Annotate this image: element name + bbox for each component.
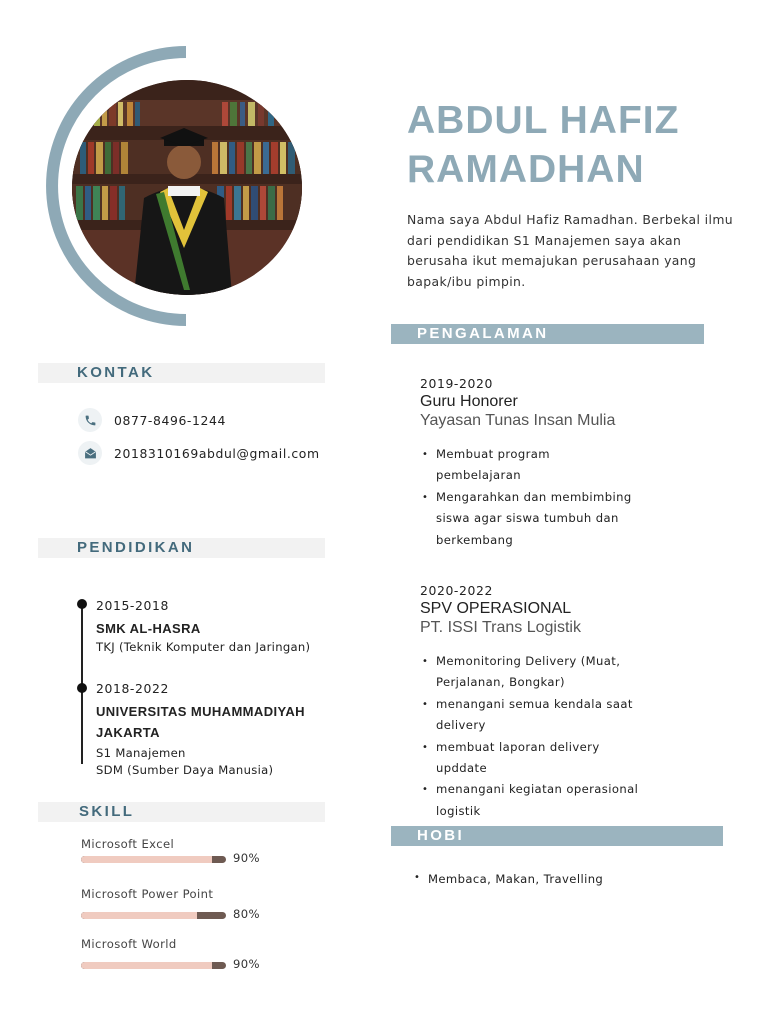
full-name [407,96,747,194]
section-header-hobby [391,826,723,846]
contact-phone [78,408,226,432]
name-line-1: ABDUL HAFIZ [407,99,680,142]
mail-icon [78,441,102,465]
job-years: 2019-2020 [420,376,493,391]
section-title: KONTAK [77,364,155,381]
school-name: SMK AL-HASRA [96,621,201,636]
job-years: 2020-2022 [420,583,493,598]
school-name-line-1: UNIVERSITAS MUHAMMADIYAH [96,704,305,719]
contact-email [78,441,320,465]
school-name-line-2: JAKARTA [96,725,160,740]
job-company: PT. ISSI Trans Logistik [420,619,581,636]
profile-photo [72,80,302,295]
skill-bar [81,912,226,919]
email-address: 2018310169abdul@gmail.com [114,445,320,461]
section-header-skill [38,802,325,822]
skill-name: Microsoft Excel [81,837,175,851]
job-duty: • Mengarahkan dan membimbing siswa agar siswa tumbuh dan berkembang [420,487,642,551]
job-duties [420,651,720,822]
section-title: HOBI [417,827,465,844]
job-duty: • menangani kegiatan operasional logistik [420,779,650,822]
education-item [96,681,356,779]
job-duties [420,444,720,551]
phone-icon [78,408,102,432]
job-duty: • Memonitoring Delivery (Muat, Perjalanan, Bongkar) [420,651,650,694]
job-title: Guru Honorer [420,393,518,410]
hobby-list: • Membaca, Makan, Travelling [414,872,603,886]
profile-summary: Nama saya Abdul Hafiz Ramadhan. Berbekal ilmu dari pendidikan S1 Manajemen saya akan berusaha ikut memajukan perusahaan yang bapak/ibu pimpin. [407,212,734,289]
section-header-education [38,538,325,558]
experience-item [420,583,720,822]
education-years: 2015-2018 [96,598,169,613]
section-title: PENGALAMAN [417,325,549,342]
skill-name: Microsoft World [81,937,177,951]
skill-bar [81,856,226,863]
section-header-experience [391,324,704,344]
section-title: PENDIDIKAN [77,539,195,556]
education-years: 2018-2022 [96,681,169,696]
job-duty: • menangani semua kendala saat delivery [420,694,650,737]
section-header-contact [38,363,325,383]
job-company: Yayasan Tunas Insan Mulia [420,412,616,429]
timeline-dot [77,683,87,693]
skill-bar-fill [81,962,212,969]
education-detail: SDM (Sumber Daya Manusia) [96,763,274,777]
phone-number: 0877-8496-1244 [114,412,226,428]
skill-bar-fill [81,912,197,919]
skill-bar-fill [81,856,212,863]
school-name [96,701,356,743]
section-title: SKILL [79,803,135,820]
name-line-2: RAMADHAN [407,148,645,191]
job-duty: • membuat laporan delivery upddate [420,737,650,780]
job-title: SPV OPERASIONAL [420,600,572,617]
education-item [96,598,356,656]
skill-percent: 80% [233,907,260,921]
job-duty: • Membuat program pembelajaran [420,444,560,487]
skill-bar [81,962,226,969]
skill-percent: 90% [233,851,260,865]
timeline-dot [77,599,87,609]
experience-item [420,376,720,551]
education-detail: S1 Manajemen [96,746,186,760]
skill-name: Microsoft Power Point [81,887,214,901]
skill-percent: 90% [233,957,260,971]
education-detail: TKJ (Teknik Komputer dan Jaringan) [96,640,311,654]
